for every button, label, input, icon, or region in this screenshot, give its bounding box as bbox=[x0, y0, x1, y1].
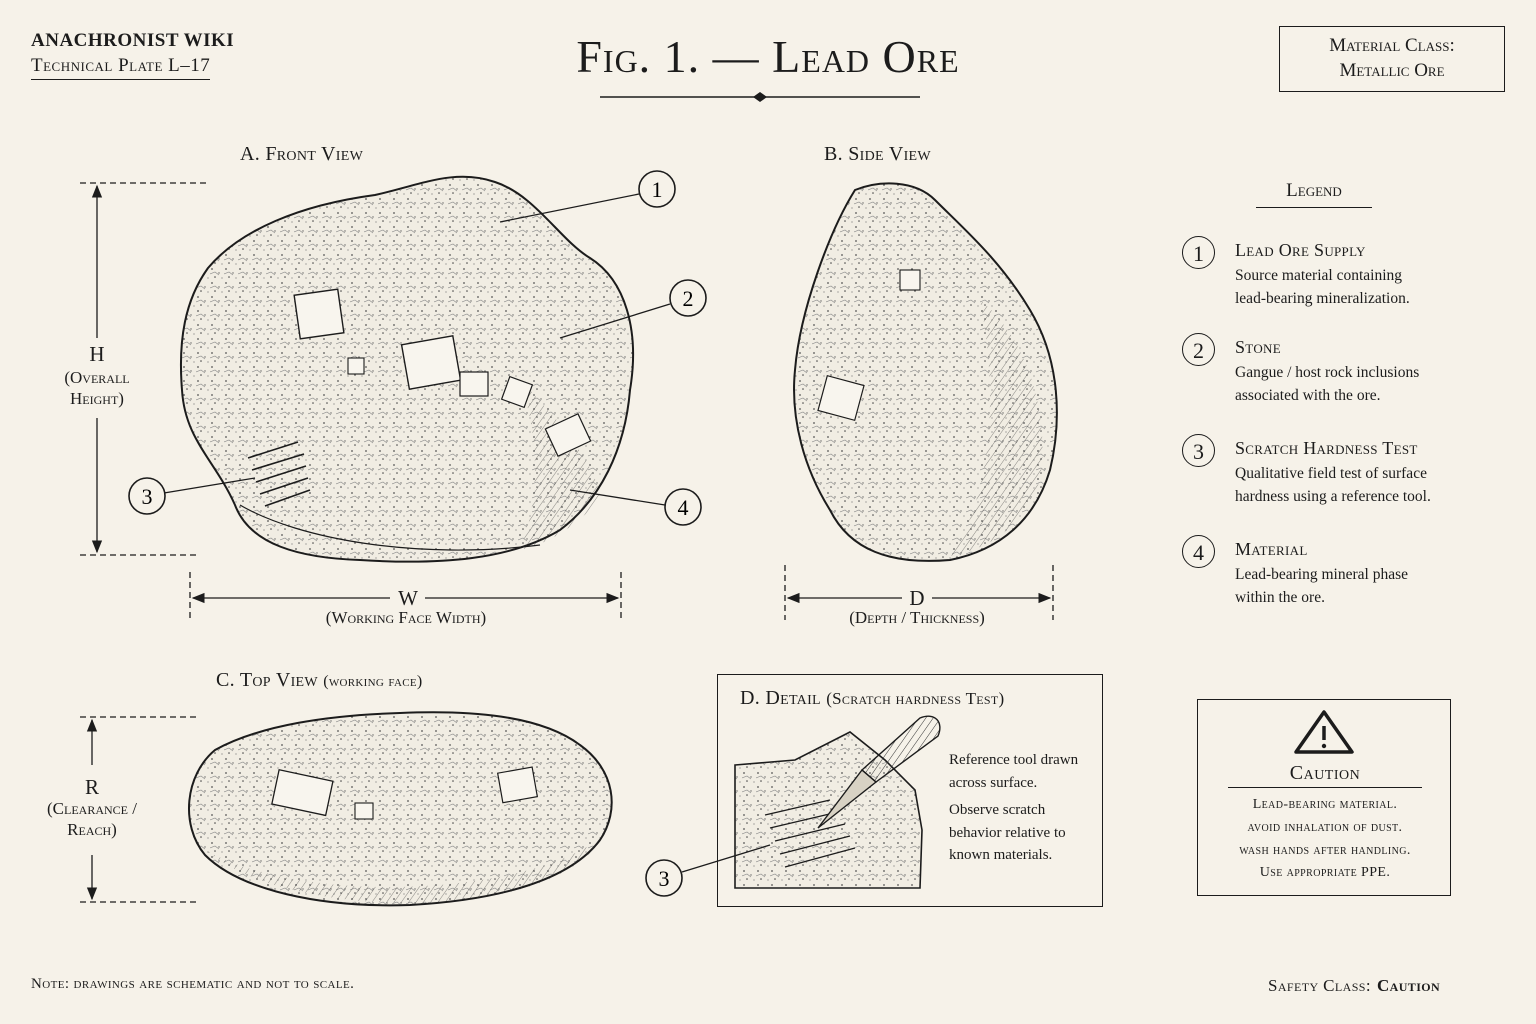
detail-note-1-line-1: Reference tool drawn bbox=[949, 752, 1079, 768]
top-view-rock bbox=[189, 712, 612, 905]
detail-box bbox=[717, 674, 1103, 907]
detail-label bbox=[740, 687, 1005, 710]
safety-class-value: Caution bbox=[1376, 976, 1441, 995]
legend-desc-line: Qualitative field test of surface bbox=[1235, 465, 1427, 482]
title-ornament bbox=[600, 92, 920, 102]
caution-line-1: Lead-bearing material. bbox=[1252, 797, 1398, 812]
plate-id: Technical Plate L–17 bbox=[31, 55, 210, 80]
width-letter: W bbox=[398, 586, 418, 610]
legend-desc-line: hardness using a reference tool. bbox=[1235, 488, 1431, 505]
caution-box bbox=[1197, 699, 1451, 896]
legend-item-title: Scratch Hardness Test bbox=[1235, 438, 1418, 458]
material-class-label: Material Class: bbox=[1329, 35, 1455, 56]
callout-3-number: 3 bbox=[141, 484, 153, 509]
callout-1-number: 1 bbox=[651, 177, 663, 202]
detail-note-2-line-3: known materials. bbox=[949, 847, 1053, 863]
safety-class-label: Safety Class: bbox=[1268, 976, 1371, 995]
height-desc-line-2: Height) bbox=[70, 389, 124, 408]
callout-2-number: 2 bbox=[682, 286, 694, 311]
detail-note-2-line-2: behavior relative to bbox=[949, 824, 1066, 841]
reach-desc-line-1: (Clearance / bbox=[47, 799, 137, 818]
material-class-value: Metallic Ore bbox=[1339, 60, 1445, 81]
side-view-rock bbox=[794, 183, 1057, 560]
legend-number: 4 bbox=[1182, 535, 1215, 568]
legend-number: 2 bbox=[1182, 333, 1215, 366]
detail-note-1-line-2: across surface. bbox=[949, 774, 1038, 791]
caution-line-2: avoid inhalation of dust. bbox=[1247, 820, 1403, 835]
top-view-label-main: C. Top View bbox=[216, 669, 318, 691]
legend-item-desc bbox=[1235, 361, 1515, 407]
safety-class bbox=[1268, 976, 1440, 996]
legend-item-title: Lead Ore Supply bbox=[1235, 240, 1366, 260]
legend-desc-line: Source material containing bbox=[1235, 267, 1402, 284]
legend-item-title: Stone bbox=[1235, 337, 1281, 357]
legend-title: Legend bbox=[1256, 180, 1372, 208]
callout-2 bbox=[670, 280, 706, 316]
front-view-rock bbox=[181, 177, 633, 562]
callout-3-detail-number: 3 bbox=[658, 866, 670, 891]
detail-label-main: D. Detail bbox=[740, 687, 821, 709]
caution-title: Caution bbox=[1228, 762, 1422, 788]
callout-1 bbox=[639, 171, 675, 207]
callout-3-front bbox=[129, 478, 165, 514]
detail-label-suffix: (Scratch hardness Test) bbox=[826, 689, 1005, 708]
legend-desc-line: Gangue / host rock inclusions bbox=[1235, 364, 1420, 381]
footer-note: Note: drawings are schematic and not to scale. bbox=[31, 976, 355, 992]
reach-letter: R bbox=[84, 775, 99, 799]
legend-item-title: Material bbox=[1235, 539, 1308, 559]
figure-title: Fig. 1. — Lead Ore bbox=[576, 31, 960, 82]
width-desc: (Working Face Width) bbox=[325, 608, 487, 627]
legend-item-desc bbox=[1235, 264, 1515, 310]
detail-note-2 bbox=[949, 799, 1099, 867]
detail-note-2-line-1: Observe scratch bbox=[949, 802, 1046, 818]
caution-line-3: wash hands after handling. bbox=[1239, 843, 1411, 858]
depth-desc: (Depth / Thickness) bbox=[849, 608, 985, 627]
front-view-label: A. Front View bbox=[240, 143, 364, 165]
height-desc bbox=[47, 367, 147, 409]
height-desc-line-1: (Overall bbox=[64, 368, 130, 387]
legend-desc-line: lead-bearing mineralization. bbox=[1235, 290, 1410, 307]
reach-desc-line-2: Reach) bbox=[67, 820, 117, 839]
height-letter: H bbox=[89, 342, 105, 366]
callout-3-detail bbox=[646, 860, 682, 896]
legend-item-desc bbox=[1235, 563, 1515, 609]
caution-line-4: Use appropriate PPE. bbox=[1259, 865, 1391, 880]
depth-letter: D bbox=[909, 586, 925, 610]
legend-desc-line: Lead-bearing mineral phase bbox=[1235, 566, 1408, 583]
legend-item-desc bbox=[1235, 462, 1515, 508]
legend-desc-line: within the ore. bbox=[1235, 589, 1325, 606]
detail-note-1 bbox=[949, 749, 1099, 794]
top-view-label-suffix: (working face) bbox=[323, 673, 423, 690]
callout-4-number: 4 bbox=[677, 495, 689, 520]
legend-number: 3 bbox=[1182, 434, 1215, 467]
callout-4 bbox=[665, 489, 701, 525]
site-name: ANACHRONIST WIKI bbox=[31, 30, 235, 51]
legend-desc-line: associated with the ore. bbox=[1235, 387, 1381, 404]
side-view-label: B. Side View bbox=[824, 143, 931, 165]
top-view-label bbox=[216, 669, 423, 692]
reach-desc bbox=[32, 798, 152, 840]
legend-number: 1 bbox=[1182, 236, 1215, 269]
